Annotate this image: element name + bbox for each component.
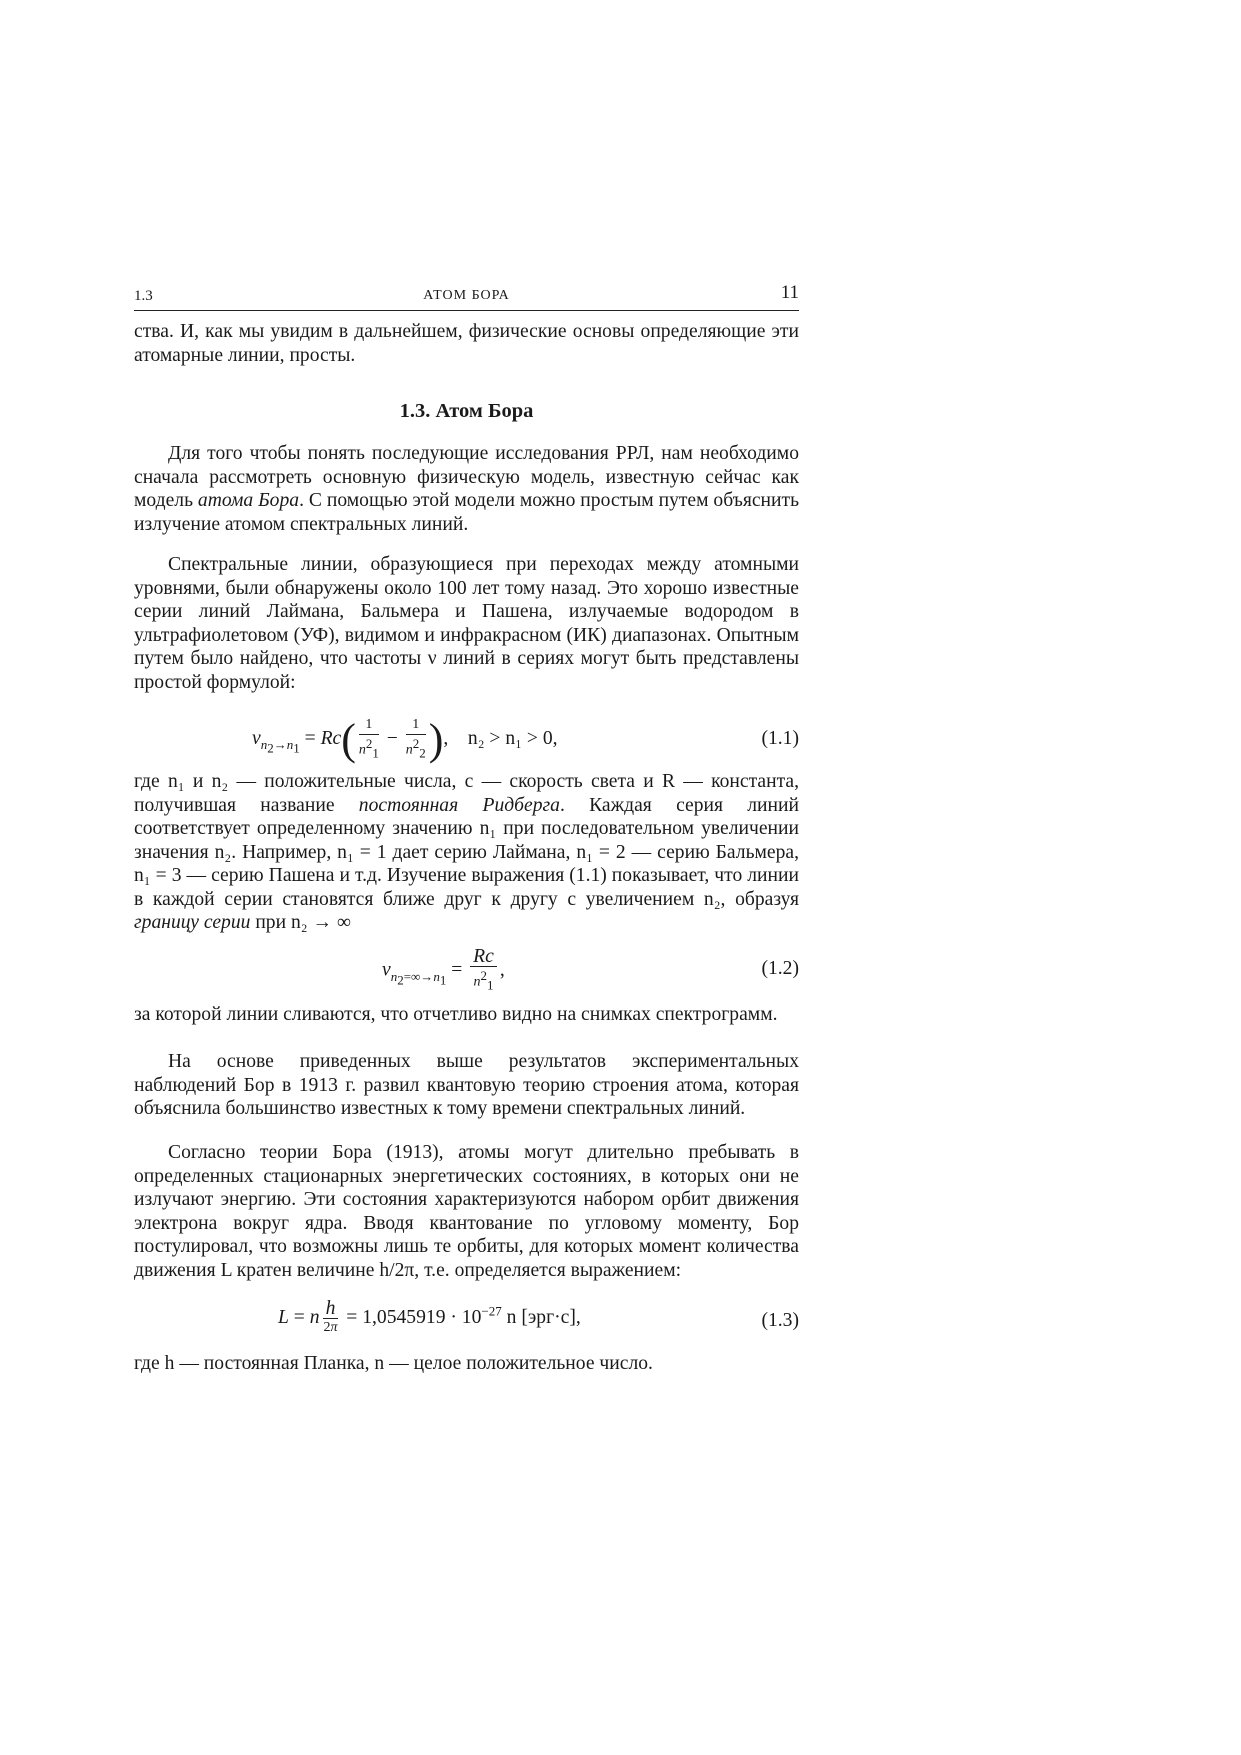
page-number: 11 [780, 282, 799, 303]
equation-1-3-value: = 1,0545919 · 10 [346, 1307, 482, 1328]
header-running-title: АТОМ БОРА [423, 288, 510, 303]
section-heading: 1.3. Атом Бора [399, 400, 534, 422]
paragraph-3: где n₁ и n₂ — положительные числа, c — скорость света и R — константа, получившая название постоянная Ридберга. Каждая серия линий соответствует определенному значению n₁ при последовательном увеличении значения n₂. Например, n₁ = 1 дает серию Лаймана, n₁ = 2 — серию Бальмера, n₁ = 3 — серию Пашена и т.д. Изучение выражения (1.1) показывает, что линии в каждой серии становятся ближе друг к другу с увеличением n₂, образуя границу серии при n₂ → ∞ [134, 771, 799, 933]
running-header [134, 282, 799, 311]
intro-paragraph: ства. И, как мы увидим в дальнейшем, физические основы определяющие эти атомарные линии, просты. [134, 321, 799, 366]
equation-1-3: L = n $\frac{h}{2\pi}$ = $1,0545919 \cdot 10^{-27}$ n [эрг·с], (1.3) [278, 1298, 799, 1335]
paragraph-6: Согласно теории Бора (1913), атомы могут длительно пребывать в определенных стационарных энергетических состояниях, в которых они не излучают энергию. Эти состояния характеризуются набором орбит движения электрона вокруг ядра. Вводя квантование по угловому моменту, Бор постулировал, что возможны лишь те орбиты, для которых момент количества движения L кратен величине h/2π, т.е. определяется выражением: [134, 1142, 799, 1281]
paragraph-4: за которой линии сливаются, что отчетливо видно на снимках спектрограмм. [134, 1004, 778, 1025]
equation-1-3-unit: n [эрг·с], [506, 1307, 581, 1328]
equation-1-3-exponent: −27 [481, 1303, 502, 1319]
paragraph-2: Спектральные линии, образующиеся при переходах между атомными уровнями, были обнаружены около 100 лет тому назад. Это хорошо известные серии линий Лаймана, Бальмера и Пашена, излучаемые водородом в ультрафиолетовом (УФ), видимом и инфракрасном (ИК) диапазонах. Опытным путем было найдено, что частоты ν линий в сериях могут быть представлены простой формулой: [134, 554, 799, 693]
paragraph-7: где h — постоянная Планка, n — целое положительное число. [134, 1353, 653, 1374]
paragraph-5: На основе приведенных выше результатов экспериментальных наблюдений Бор в 1913 г. развил квантовую теорию строения атома, которая объяснила большинство известных к тому времени спектральных линий. [134, 1051, 799, 1119]
equation-1-1-condition: n₂ > n₁ > 0, [467, 728, 558, 749]
equation-1-1: $\nu_{n_2\to n_1} = Rc$( $\frac{1}{n^2_1}$ − $\frac{1}{n^2_2}$ ), n₂ > n₁ > 0, (1.1) [252, 715, 799, 764]
equation-1-1-number: (1.1) [761, 728, 799, 749]
paragraph-1: Для того чтобы понять последующие исследования РРЛ, нам необходимо сначала рассмотреть основную физическую модель, известную сейчас как модель атома Бора. С помощью этой модели можно простым путем объяснить излучение атомом спектральных линий. [134, 443, 800, 535]
equation-1-3-number: (1.3) [761, 1310, 799, 1331]
equation-1-2: $\nu_{n_2=\infty\to n_1}$ = $\frac{Rc}{n^2_1}$ , (1.2) [382, 946, 799, 993]
equation-1-2-number: (1.2) [761, 958, 799, 979]
header-section-number: 1.3 [134, 288, 153, 304]
